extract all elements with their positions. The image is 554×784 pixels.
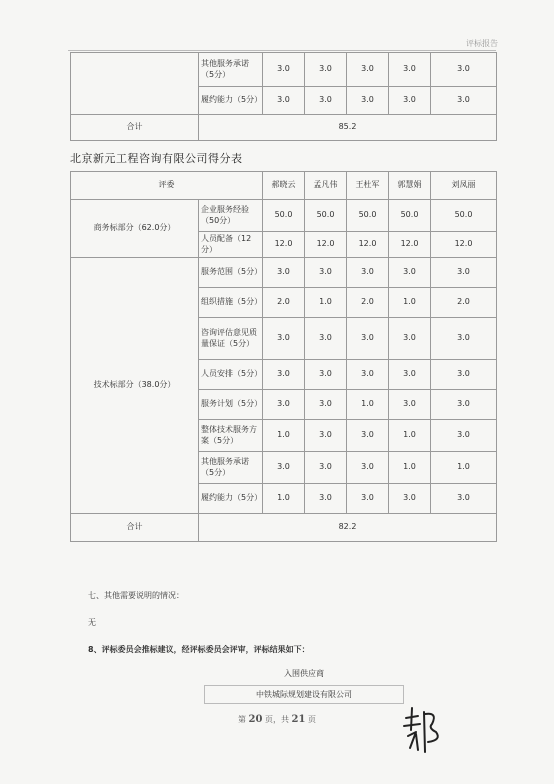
score-cell: 3.0 xyxy=(389,484,431,514)
score-cell: 1.0 xyxy=(305,288,347,318)
page-suffix: 页 xyxy=(308,715,317,724)
section-7-content: 无 xyxy=(88,618,96,627)
current-page: 20 xyxy=(248,714,263,725)
business-group-label: 商务标部分（62.0分） xyxy=(71,200,199,258)
score-cell: 50.0 xyxy=(347,200,389,232)
score-cell: 3.0 xyxy=(389,258,431,288)
score-cell: 50.0 xyxy=(389,200,431,232)
score-cell: 1.0 xyxy=(347,390,389,420)
criterion-cell: 整体技术服务方案（5分） xyxy=(199,420,263,452)
score-cell: 3.0 xyxy=(305,420,347,452)
winner-header: 入围供应商 xyxy=(284,669,324,678)
score-cell: 3.0 xyxy=(305,87,347,115)
criterion-cell: 其他服务承诺（5分） xyxy=(199,452,263,484)
criterion-cell: 服务范围（5分） xyxy=(199,258,263,288)
score-cell: 3.0 xyxy=(431,360,497,390)
judge-name: 孟凡伟 xyxy=(305,172,347,200)
score-cell: 1.0 xyxy=(263,484,305,514)
score-cell: 3.0 xyxy=(263,452,305,484)
score-cell: 3.0 xyxy=(347,258,389,288)
table-row xyxy=(71,200,497,232)
score-cell: 1.0 xyxy=(389,452,431,484)
score-cell: 3.0 xyxy=(263,258,305,288)
score-cell: 3.0 xyxy=(305,390,347,420)
judge-name: 郭慧娟 xyxy=(389,172,431,200)
page-mid: 页，共 xyxy=(265,715,289,724)
total-label: 合计 xyxy=(71,115,199,141)
criterion-cell: 人员配备（12分） xyxy=(199,232,263,258)
score-cell: 3.0 xyxy=(305,258,347,288)
score-cell: 3.0 xyxy=(263,360,305,390)
score-cell: 3.0 xyxy=(431,390,497,420)
score-cell: 3.0 xyxy=(347,452,389,484)
criterion-cell: 其他服务承诺（5分） xyxy=(199,53,263,87)
criterion-cell: 咨询评估意见质量保证（5分） xyxy=(199,318,263,360)
score-cell: 3.0 xyxy=(431,318,497,360)
score-cell: 2.0 xyxy=(431,288,497,318)
report-header: 评标报告 xyxy=(466,39,498,48)
score-cell: 3.0 xyxy=(263,390,305,420)
score-cell: 3.0 xyxy=(347,318,389,360)
score-table-continued xyxy=(70,52,497,141)
score-cell: 1.0 xyxy=(389,288,431,318)
score-cell: 50.0 xyxy=(263,200,305,232)
judges-header-label: 评委 xyxy=(71,172,263,200)
score-cell: 3.0 xyxy=(263,87,305,115)
score-cell: 12.0 xyxy=(389,232,431,258)
score-cell: 3.0 xyxy=(431,87,497,115)
winner-table xyxy=(204,665,404,704)
score-cell: 2.0 xyxy=(347,288,389,318)
score-cell: 50.0 xyxy=(431,200,497,232)
total-row xyxy=(71,514,497,542)
technical-group-label: 技术标部分（38.0分） xyxy=(71,258,199,514)
score-cell: 3.0 xyxy=(389,318,431,360)
company-score-table xyxy=(70,171,497,542)
score-cell: 3.0 xyxy=(347,420,389,452)
total-value: 82.2 xyxy=(199,514,497,542)
page-prefix: 第 xyxy=(237,715,246,724)
score-cell: 3.0 xyxy=(431,484,497,514)
header-rule xyxy=(68,50,496,51)
table-row xyxy=(71,258,497,288)
total-label: 合计 xyxy=(71,514,199,542)
group-cell-blank xyxy=(71,53,199,115)
company-score-title: 北京新元工程咨询有限公司得分表 xyxy=(70,152,243,165)
winner-name: 中铁城际规划建设有限公司 xyxy=(204,685,404,704)
score-cell: 3.0 xyxy=(431,53,497,87)
table-header-row xyxy=(71,172,497,200)
score-cell: 12.0 xyxy=(347,232,389,258)
score-cell: 12.0 xyxy=(431,232,497,258)
page-number xyxy=(0,714,554,725)
score-cell: 3.0 xyxy=(305,452,347,484)
section-7-title: 七、其他需要说明的情况： xyxy=(88,591,184,600)
score-cell: 3.0 xyxy=(389,360,431,390)
score-cell: 3.0 xyxy=(305,318,347,360)
criterion-cell: 服务计划（5分） xyxy=(199,390,263,420)
score-cell: 3.0 xyxy=(389,390,431,420)
score-cell: 3.0 xyxy=(389,87,431,115)
score-cell: 3.0 xyxy=(305,484,347,514)
score-cell: 1.0 xyxy=(389,420,431,452)
score-cell: 1.0 xyxy=(431,452,497,484)
score-cell: 3.0 xyxy=(389,53,431,87)
score-cell: 3.0 xyxy=(431,258,497,288)
total-row xyxy=(71,115,497,141)
score-cell: 3.0 xyxy=(347,87,389,115)
score-cell: 1.0 xyxy=(263,420,305,452)
handwritten-signature xyxy=(398,700,448,760)
judge-name: 刘凤丽 xyxy=(431,172,497,200)
total-pages: 21 xyxy=(291,714,306,725)
criterion-cell: 履约能力（5分） xyxy=(199,484,263,514)
score-cell: 2.0 xyxy=(263,288,305,318)
score-cell: 3.0 xyxy=(431,420,497,452)
judge-name: 郝晓云 xyxy=(263,172,305,200)
table-row xyxy=(71,53,497,87)
section-8-title: 8、评标委员会推标建议，经评标委员会评审，评标结果如下： xyxy=(88,645,310,654)
score-cell: 12.0 xyxy=(305,232,347,258)
criterion-cell: 人员安排（5分） xyxy=(199,360,263,390)
score-cell: 50.0 xyxy=(305,200,347,232)
score-cell: 3.0 xyxy=(347,484,389,514)
criterion-cell: 组织措施（5分） xyxy=(199,288,263,318)
score-cell: 3.0 xyxy=(347,360,389,390)
total-value: 85.2 xyxy=(199,115,497,141)
score-cell: 3.0 xyxy=(347,53,389,87)
score-cell: 3.0 xyxy=(263,53,305,87)
criterion-cell: 履约能力（5分） xyxy=(199,87,263,115)
score-cell: 3.0 xyxy=(305,360,347,390)
score-cell: 12.0 xyxy=(263,232,305,258)
score-cell: 3.0 xyxy=(305,53,347,87)
criterion-cell: 企业服务经验（50分） xyxy=(199,200,263,232)
judge-name: 王杜军 xyxy=(347,172,389,200)
score-cell: 3.0 xyxy=(263,318,305,360)
